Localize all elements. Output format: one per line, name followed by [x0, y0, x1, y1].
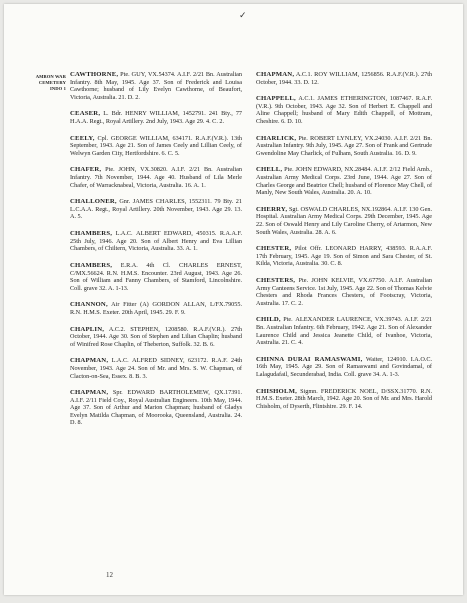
entry-rank: Air Fitter (A) [111, 301, 149, 309]
entry-details: VX.24030. A.I.F. 2/21 Bn. Australian Infantry. 9th July, 1945. Age 27. Son of Frank and Gertrude Gwendoline May Charlick, of Fulham, South Australia. 16. D. 9. [256, 134, 432, 157]
entry-details: VX.30820. A.I.F. 2/21 Bn. Australian Infantry. 7th November, 1944. Age 40. Husband of Lila Merle Chafer, of Warracknabeal, Victoria, Australia. 16. A. 1. [70, 166, 242, 189]
entry-given-names: ALEXANDER LAURENCE, [295, 316, 373, 324]
cemetery-heading [30, 74, 66, 93]
entry-details: 1256856. R.A.F.(V.R.). 27th October, 1944. 33. D. 12. [256, 71, 433, 86]
entry-given-names: ROBERT LYNLEY, [309, 134, 363, 142]
entry-rank: Gnr. [119, 198, 131, 206]
register-entry [256, 95, 432, 125]
entry-given-names: EDWARD BARTHOLEMEW, [127, 389, 210, 397]
entry-details: D/SSX.31770. R.N. H.M.S. Exeter. 28th March, 1942. Age 20. Son of Mr. and Mrs. Harold Chisholm, of Dyserth, Flintshire. 29. F. 14. [256, 387, 433, 410]
entry-details: 634171. R.A.F.(V.R.). 13th September, 1943. Age 21. Son of James Ceely and Lillian Ceely, of Welwyn Garden City, Hertfordshire. 6. C. 5. [70, 134, 243, 157]
entry-rank: A.C.2. [108, 325, 126, 333]
register-entry [256, 316, 432, 346]
entry-rank: Pte. [298, 134, 308, 142]
entry-rank: Pte. [120, 71, 130, 78]
entry-surname: CHANNON, [70, 301, 108, 309]
entry-details: 1208580. R.A.F.(V.R.). 27th October, 1944. Age 30. Son of Stephen and Lilian Chaplin; husband of Winifred Rose Chaplin, of Theberton, Suffolk. 32. B. 6. [70, 325, 243, 348]
register-entry [70, 198, 242, 221]
entry-surname: CHAPMAN, [70, 357, 109, 365]
entry-surname: CEASER, [70, 110, 101, 118]
entry-given-names: GEORGE WILLIAM, [110, 134, 170, 142]
entry-surname: CHERRY, [256, 205, 288, 213]
entry-surname: CHAPMAN, [70, 389, 109, 397]
entry-surname: CHAMBERS, [70, 230, 113, 238]
register-entry [70, 262, 242, 292]
page-number: 12 [106, 571, 113, 579]
cemetery-heading-line: INDO 1 [49, 86, 66, 92]
entry-details: NX.28484. A.I.F. 2/12 Field Amb., Australian Army Medical Corps. 23rd June, 1944. Age 27. Son of Charles George and Beatrice Chell; husband of Florence May Chell, of Manly, New South Wales, Australia. 20. A. 10. [256, 166, 433, 197]
entry-details: 124910. I.A.O.C. 16th May, 1945. Age 29. Son of Ramaswami and Govindamal, of Lalagudafail, Secunderabad, India. Coll. grave 34. A. 1-3. [256, 355, 433, 378]
left-column [70, 71, 242, 436]
entry-given-names: ROY WILLIAM, [314, 71, 360, 78]
register-entry [256, 71, 432, 86]
entry-rank: L. Bdr. [103, 110, 123, 118]
entry-surname: CHAPPELL, [256, 95, 296, 103]
entry-details: L/FX.79055. R.N. H.M.S. Exeter. 20th April, 1945. 29. F. 9. [70, 301, 243, 316]
entry-rank: L.A.C. [111, 357, 129, 365]
register-entry [256, 388, 432, 411]
entry-given-names: OSWALD CHARLES, [300, 205, 360, 213]
entry-surname: CHAMBERS, [70, 261, 113, 269]
entry-rank: Pte. [284, 166, 294, 174]
register-entry [70, 166, 242, 189]
entry-details: C/MX.56624. R.N. H.M.S. Encounter. 23rd August, 1943. Age 26. Son of William and Fanny Chambers, of Stamford, Lincolnshire. Coll. grave 32. A. 1-13. [70, 269, 242, 292]
entry-given-names: LEONARD HARRY, [325, 245, 383, 253]
entry-details: 450315. R.A.A.F. 25th July, 1946. Age 20. Son of Albert Henry and Eva Lillian Chambers, of Chiltern, Victoria, Australia. 33. A. 1. [70, 230, 243, 253]
check-mark-icon: ✓ [239, 10, 247, 20]
register-entry [70, 135, 242, 158]
cemetery-heading-line: AMBON WAR [35, 74, 66, 79]
entry-surname: CHESTER, [256, 245, 292, 253]
entry-surname: CHAFER, [70, 166, 102, 174]
entry-given-names: JOHN KELVIE, [311, 277, 356, 285]
entry-given-names: ALFRED SIDNEY, [132, 357, 185, 365]
register-entry [70, 230, 242, 253]
register-entry [256, 356, 432, 379]
register-entry [70, 326, 242, 349]
entry-given-names: GUY, [131, 71, 147, 78]
entry-rank: Pte. [298, 277, 309, 285]
entry-rank: Waiter, [365, 355, 384, 363]
entry-rank: E.R.A. 4th Cl. [120, 261, 171, 269]
register-entry [70, 71, 242, 101]
entry-rank: L.A.C. [115, 230, 133, 238]
entry-rank: Cpl. [97, 134, 109, 142]
entry-surname: CHISHOLM, [256, 387, 298, 395]
entry-given-names: JOHN, [118, 166, 137, 174]
register-entry [70, 110, 242, 125]
register-entry [256, 206, 432, 236]
entry-details: VX.39743. A.I.F. 2/21 Bn. Australian Infantry. 6th February, 1942. Age 21. Son of Alexander Laurence Child and Jessica Jeanette Child, of Ivanhoe, Victoria, Australia. 21. C. 4. [256, 316, 433, 347]
entry-surname: CHAPLIN, [70, 325, 105, 333]
entry-details: VX.54374. A.I.F. 2/21 Bn. Australian Infantry. 8th May, 1945. Age 37. Son of Frederick and Louisa Cawthorne; husband of Lily Evelyn Cawthorne, of Beaufort, Victoria, Australia. 21. D. 2. [70, 71, 243, 101]
register-entry [256, 277, 432, 307]
entry-surname: CHAPMAN, [256, 71, 295, 78]
entry-rank: Sigmn. [300, 387, 318, 395]
register-entry [70, 389, 242, 427]
entry-given-names: STEPHEN, [130, 325, 160, 333]
entry-details: QX.17391. A.I.F. 2/11 Field Coy., Royal Australian Engineers. 10th May, 1944. Age 37. Son of Arthur and Marion Chapman; husband of Gladys Evelyn Matilda Chapman, of Moorooka, Queensland, Australia. 24. D. 8. [70, 389, 243, 427]
entry-surname: CHELL, [256, 166, 283, 174]
entry-details: 1087467. R.A.F.(V.R.). 9th October, 1943. Age 32. Son of Herbert E. Chappell and Aline Chappell; husband of Mary Edith Chappell, of Mottram, Cheshire. 6. D. 10. [256, 95, 433, 125]
entry-rank: Spr. [112, 389, 123, 397]
register-entry [256, 135, 432, 158]
entry-given-names: GORDON ALLAN, [152, 301, 207, 309]
entry-rank: A.C.1. [295, 71, 313, 78]
entry-given-names: HENRY WILLIAM, [125, 110, 180, 118]
entry-rank: Sgt. [288, 205, 299, 213]
entry-rank: Pilot Offr. [294, 245, 322, 253]
entry-surname: CHESTERS, [256, 277, 296, 285]
register-entry [256, 166, 432, 196]
entry-rank: Pte. [105, 166, 115, 174]
entry-surname: CAWTHORNE, [70, 71, 119, 78]
entry-details: 438593. R.A.A.F. 17th February, 1945. Age 19. Son of Simon and Sara Chester, of St. Kilda, Victoria, Australia. 30. C. 8. [256, 245, 433, 268]
entry-details: 623172. R.A.F. 24th November, 1943. Age 24. Son of Mr. and Mrs. S. W. Chapman, of Clacton-on-Sea, Essex. 8. B. 3. [70, 357, 243, 380]
entry-details: VX.67750. A.I.F. Australian Army Canteens Service. 1st July, 1945. Age 22. Son of Thomas Kelvie Chesters and Rhoda Frances Chesters, of Footscray, Victoria, Australia. 17. C. 2. [256, 277, 433, 307]
entry-given-names: JAMES ETHERINGTON, [317, 95, 388, 103]
entry-surname: CHALLONER, [70, 198, 117, 206]
right-column [256, 71, 432, 419]
entry-surname: CEELY, [70, 134, 95, 142]
entry-given-names: FREDERICK NOEL, [320, 387, 379, 395]
register-page [4, 4, 463, 595]
entry-surname: CHINNA DURAI RAMASWAMI, [256, 355, 363, 363]
entry-details: NX.192864. A.I.F. 130 Gen. Hospital. Australian Army Medical Corps. 29th December, 1945. Age 22. Son of Oswald Henry and Lily Caroline Cherry, of Artarmon, New South Wales, Australia. 28. A. 6. [256, 205, 433, 236]
entry-rank: Pte. [283, 316, 293, 324]
register-entry [70, 301, 242, 316]
register-entry [256, 245, 432, 268]
entry-given-names: JAMES CHARLES, [132, 198, 187, 206]
entry-surname: CHARLICK, [256, 134, 297, 142]
entry-details: 1552311. 79 Bty. 21 L.C.A.A. Regt., Royal Artillery. 20th November, 1943. Age 29. 13. A. 5. [70, 198, 242, 221]
entry-given-names: CHARLES ERNEST, [178, 261, 242, 269]
entry-given-names: ALBERT EDWARD, [136, 230, 193, 238]
entry-surname: CHILD, [256, 316, 281, 324]
entry-details: 1452791. 241 Bty., 77 H.A.A. Regt., Royal Artillery. 2nd July, 1943. Age 29. 4. C. 2. [70, 110, 243, 125]
cemetery-heading-line: CEMETERY [38, 80, 66, 86]
entry-given-names: JOHN EDWARD, [295, 166, 343, 174]
register-entry [70, 357, 242, 380]
entry-rank: A.C.1. [298, 95, 315, 103]
